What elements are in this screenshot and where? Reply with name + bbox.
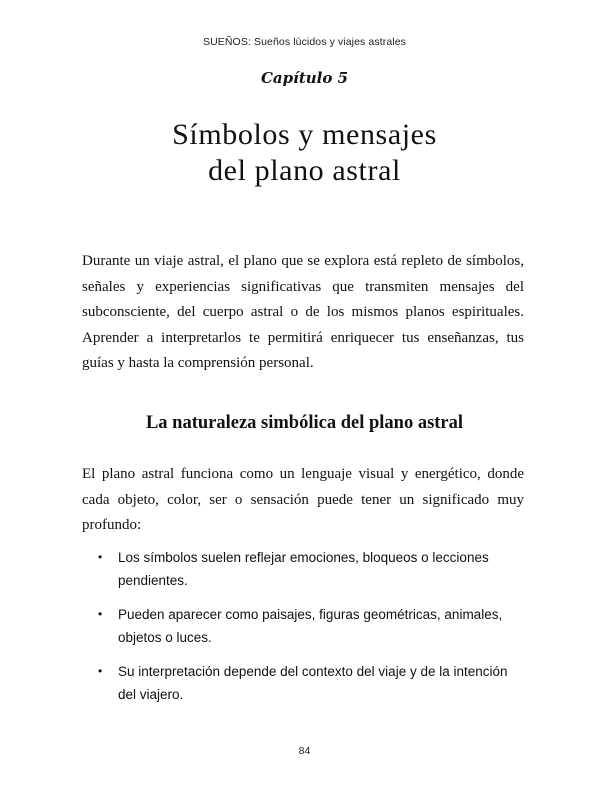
list-item bbox=[98, 603, 528, 649]
list-item bbox=[98, 546, 528, 592]
bullet-icon: • bbox=[98, 607, 103, 621]
chapter-title-line-1: Símbolos y mensajes bbox=[172, 118, 437, 151]
bullet-list bbox=[98, 546, 528, 717]
list-item-text: Pueden aparecer como paisajes, figuras geométricas, animales, objetos o luces. bbox=[118, 607, 503, 645]
list-item bbox=[98, 660, 528, 706]
chapter-title bbox=[0, 117, 609, 189]
running-header: SUEÑOS: Sueños lúcidos y viajes astrales bbox=[202, 36, 406, 48]
section-heading: La naturaleza simbólica del plano astral bbox=[145, 413, 464, 433]
intro-paragraph: Durante un viaje astral, el plano que se explora está repleto de símbolos, señales y experiencias significativas que transmiten mensajes del subconsciente, del cuerpo astral o de los mismos planos espirituales. Aprender a interpretarlos te permitirá enriquecer tus enseñanzas, tus guías y hasta la comprensión personal. bbox=[82, 253, 524, 371]
list-item-text: Los símbolos suelen reflejar emociones, bloqueos o lecciones pendientes. bbox=[118, 550, 489, 588]
list-item-text: Su interpretación depende del contexto del viaje y de la intención del viajero. bbox=[118, 664, 508, 702]
chapter-title-line-2: del plano astral bbox=[208, 154, 401, 187]
bullet-icon: • bbox=[98, 550, 103, 564]
chapter-label: Capítulo 5 bbox=[260, 69, 349, 87]
bullet-icon: • bbox=[98, 664, 103, 678]
section-paragraph: El plano astral funciona como un lenguaje visual y energético, donde cada objeto, color, ser o sensación puede tener un significado muy profundo: bbox=[82, 466, 524, 533]
page-number: 84 bbox=[298, 745, 311, 757]
